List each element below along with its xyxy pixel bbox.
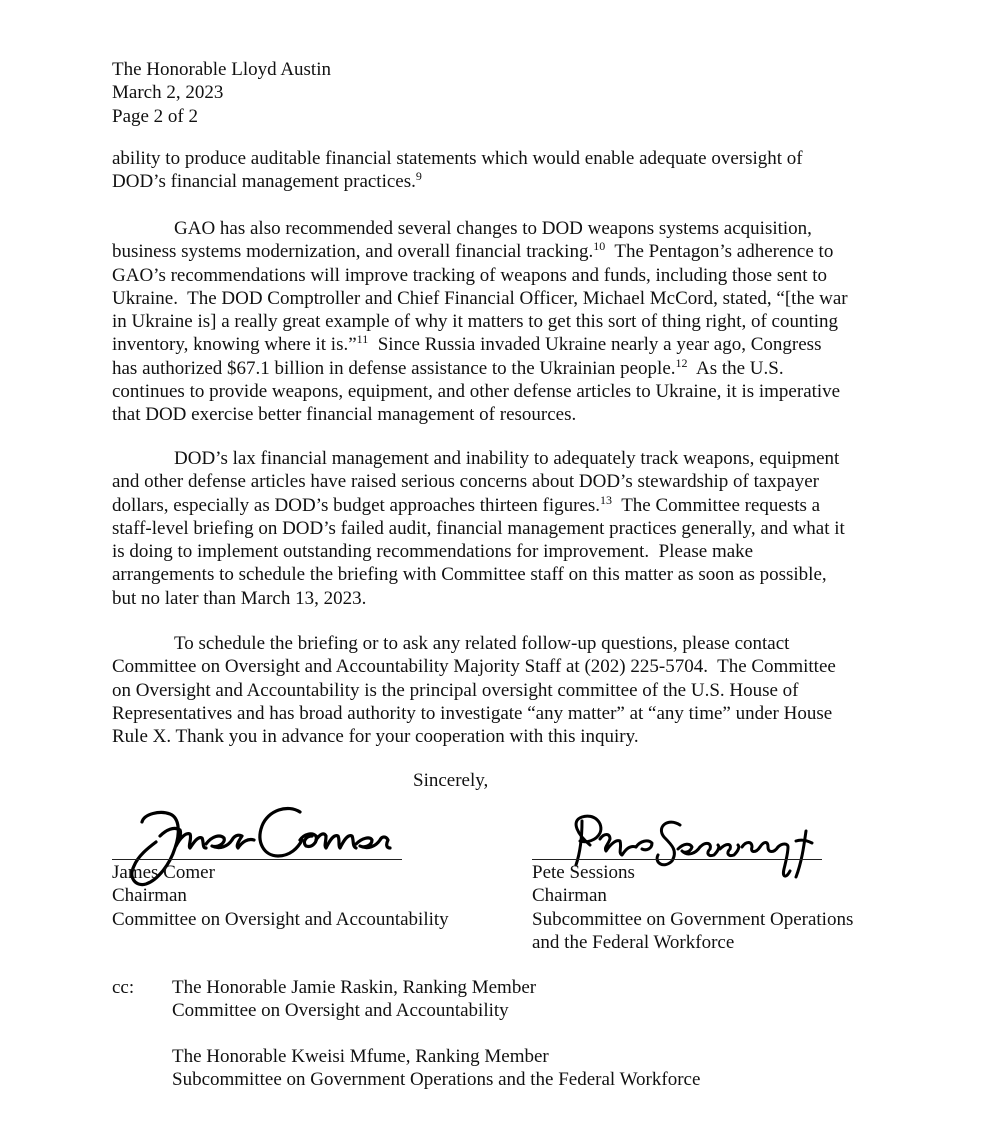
line-text: has authorized $67.1 billion in defense assistance to the Ukrainian people.	[112, 357, 676, 379]
paragraph-line	[112, 170, 912, 193]
closing-salutation: Sincerely,	[413, 770, 489, 791]
body-paragraph-4	[112, 632, 912, 748]
page-number: Page 2 of 2	[112, 105, 199, 127]
cc-label: cc:	[112, 977, 135, 998]
cc-line: Subcommittee on Government Operations and the Federal Workforce	[172, 1069, 701, 1091]
footnote-marker: 12	[675, 355, 688, 370]
paragraph-line	[112, 447, 912, 470]
signatory-name: Pete Sessions	[532, 862, 635, 883]
line-text: arrangements to schedule the briefing with Committee staff on this matter as soon as possible,	[112, 564, 827, 586]
signatory-org-line: Subcommittee on Government Operations	[532, 908, 854, 930]
signatory-org-line: Committee on Oversight and Accountability	[112, 908, 449, 930]
signatory-block-sessions	[532, 861, 932, 954]
line-text: business systems modernization, and overall financial tracking.	[112, 241, 594, 263]
paragraph-line	[112, 357, 912, 380]
footnote-marker: 9	[415, 169, 422, 184]
signatory-title: Chairman	[112, 885, 187, 907]
line-text-continued: The Committee requests a	[612, 494, 821, 516]
cc-entry-mfume	[172, 1045, 952, 1092]
cc-line: Committee on Oversight and Accountability	[172, 1000, 509, 1022]
paragraph-line	[112, 287, 912, 310]
footnote-marker: 13	[600, 492, 613, 507]
paragraph-line	[112, 702, 912, 725]
paragraph-line	[112, 264, 912, 287]
line-text: staff-level briefing on DOD’s failed audit, financial management practices generally, and what it	[112, 517, 845, 539]
addressee: The Honorable Lloyd Austin	[112, 59, 331, 80]
paragraph-line	[112, 587, 912, 610]
paragraph-line	[112, 403, 912, 426]
paragraph-line	[112, 380, 912, 403]
paragraph-line	[112, 725, 912, 748]
line-text-continued: The Pentagon’s adherence to	[605, 241, 834, 263]
line-text: DOD’s financial management practices.	[112, 171, 416, 193]
signature-line-right	[532, 859, 822, 860]
paragraph-line	[112, 470, 912, 493]
paragraph-line	[112, 655, 912, 678]
signatory-block-comer	[112, 861, 512, 931]
paragraph-line	[112, 494, 912, 517]
line-text: Representatives and has broad authority to investigate “any matter” at “any time” under House	[112, 702, 833, 724]
signature-line-left	[112, 859, 402, 860]
line-text: in Ukraine is] a really great example of why it matters to get this sort of thing right, of counting	[112, 311, 839, 333]
signatory-org-line: and the Federal Workforce	[532, 931, 735, 953]
line-text: ability to produce auditable financial statements which would enable adequate oversight of	[112, 148, 803, 169]
line-text: Ukraine. The DOD Comptroller and Chief Financial Officer, Michael McCord, stated, “[the war	[112, 287, 848, 309]
line-text: but no later than March 13, 2023.	[112, 587, 367, 609]
line-text: on Oversight and Accountability is the principal oversight committee of the U.S. House of	[112, 679, 799, 701]
footnote-marker: 11	[356, 332, 369, 347]
paragraph-line	[112, 540, 912, 563]
paragraph-line	[112, 333, 912, 356]
signatory-name: James Comer	[112, 862, 215, 883]
body-paragraph-3	[112, 447, 912, 610]
footnote-marker: 10	[593, 239, 606, 254]
line-text: Committee on Oversight and Accountability Majority Staff at (202) 225-5704. The Committee	[112, 656, 836, 678]
cc-line: The Honorable Kweisi Mfume, Ranking Member	[172, 1046, 549, 1067]
paragraph-line	[112, 147, 912, 170]
signatory-title: Chairman	[532, 885, 607, 907]
letter-header	[112, 58, 892, 128]
line-text: Rule X. Thank you in advance for your cooperation with this inquiry.	[112, 726, 639, 748]
line-text: inventory, knowing where it is.”	[112, 334, 357, 356]
letter-date: March 2, 2023	[112, 82, 224, 104]
paragraph-line	[112, 217, 912, 240]
line-text: that DOD exercise better financial management of resources.	[112, 404, 577, 426]
line-text: is doing to implement outstanding recommendations for improvement. Please make	[112, 541, 754, 563]
body-paragraph-1	[112, 147, 912, 194]
body-paragraph-2	[112, 217, 912, 427]
paragraph-line	[112, 517, 912, 540]
paragraph-line	[112, 240, 912, 263]
paragraph-line	[112, 679, 912, 702]
line-text: dollars, especially as DOD’s budget approaches thirteen figures.	[112, 494, 601, 516]
line-text: DOD’s lax financial management and inability to adequately track weapons, equipment	[174, 448, 840, 469]
paragraph-line	[112, 632, 912, 655]
paragraph-line	[112, 310, 912, 333]
cc-line: The Honorable Jamie Raskin, Ranking Member	[172, 977, 537, 998]
line-text-continued: Since Russia invaded Ukraine nearly a year ago, Congress	[368, 334, 822, 356]
cc-entry-raskin	[172, 976, 952, 1023]
line-text: GAO’s recommendations will improve tracking of weapons and funds, including those sent to	[112, 264, 828, 286]
line-text: GAO has also recommended several changes to DOD weapons systems acquisition,	[174, 218, 812, 239]
line-text: continues to provide weapons, equipment, and other defense articles to Ukraine, it is imperative	[112, 381, 841, 403]
line-text-continued: As the U.S.	[687, 357, 784, 379]
line-text: To schedule the briefing or to ask any related follow-up questions, please contact	[174, 633, 790, 654]
paragraph-line	[112, 563, 912, 586]
line-text: and other defense articles have raised serious concerns about DOD’s stewardship of taxpayer	[112, 471, 819, 493]
